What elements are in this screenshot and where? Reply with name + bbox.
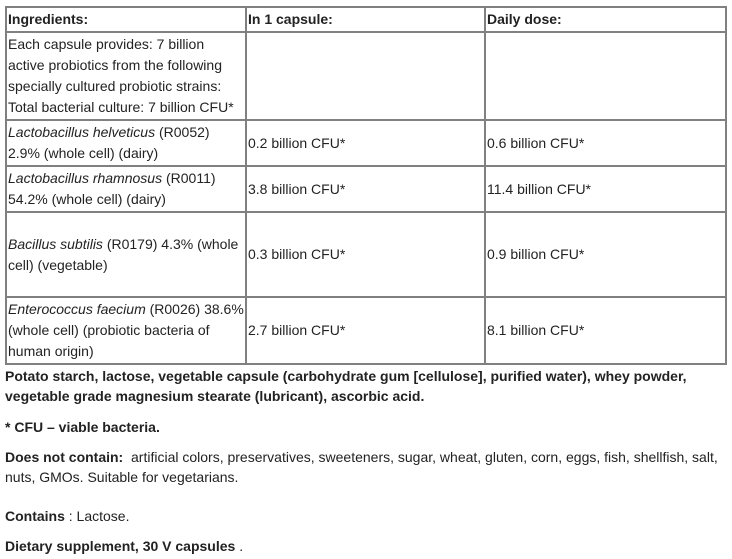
contains [5, 506, 725, 526]
header-in-1-capsule: In 1 capsule: [246, 7, 485, 32]
supplement-label: Dietary supplement, 30 V capsules [5, 538, 236, 554]
supplement [5, 536, 725, 556]
daily-amount: 0.6 billion CFU* [485, 120, 726, 166]
species-name: Enterococcus faecium [8, 301, 146, 317]
strain-detail: (R0052) 2.9% (whole cell) (dairy) [8, 124, 210, 161]
table-row [6, 212, 726, 297]
table-header-row [6, 7, 726, 32]
intro-cell: Each capsule provides: 7 billion active probiotics from the following specially cultured probiotic strains: Total bacterial culture: 7 billion CFU* [6, 32, 246, 120]
supplement-text: . [235, 538, 244, 554]
table-row [6, 166, 726, 212]
species-name: Lactobacillus rhamnosus [8, 170, 163, 186]
table-row [6, 297, 726, 364]
daily-amount: 11.4 billion CFU* [485, 166, 726, 212]
other-ingredients: Potato starch, lactose, vegetable capsule (carbohydrate gum [cellulose], purified water), whey powder, vegetable grade magnesium stearate (lubricant), ascorbic acid. [5, 368, 687, 404]
empty-cell [246, 32, 485, 120]
daily-amount: 8.1 billion CFU* [485, 297, 726, 364]
capsule-amount: 2.7 billion CFU* [246, 297, 485, 364]
contains-label: Contains [5, 508, 65, 524]
contains-text: : Lactose. [64, 508, 130, 524]
capsule-amount: 3.8 billion CFU* [246, 166, 485, 212]
strain-detail: (R0179) 4.3% (whole cell) (vegetable) [8, 235, 239, 273]
empty-cell [485, 32, 726, 120]
strain-cell [6, 166, 246, 212]
header-ingredients: Ingredients: [6, 7, 246, 32]
ingredients-table [5, 6, 727, 365]
does-not-contain-label: Does not contain: [5, 449, 124, 465]
strain-cell [6, 120, 246, 166]
header-daily-dose: Daily dose: [485, 7, 726, 32]
daily-amount: 0.9 billion CFU* [485, 212, 726, 297]
strain-detail: (R0011) 54.2% (whole cell) (dairy) [8, 170, 216, 207]
does-not-contain [5, 447, 725, 487]
capsule-amount: 0.2 billion CFU* [246, 120, 485, 166]
strain-detail: (R0026) 38.6% (whole cell) (probiotic bacteria of human origin) [8, 301, 244, 359]
strain-cell [6, 212, 246, 297]
cfu-note: * CFU – viable bacteria. [5, 419, 160, 435]
table-row [6, 120, 726, 166]
does-not-contain-text: artificial colors, preservatives, sweeteners, sugar, wheat, gluten, corn, eggs, fish, shellfish, salt, nuts, GMOs. Suitable for vegetarians. [5, 449, 722, 485]
strain-cell [6, 297, 246, 364]
species-name: Lactobacillus helveticus [8, 124, 156, 140]
species-name: Bacillus subtilis [8, 235, 103, 252]
table-row [6, 32, 726, 120]
capsule-amount: 0.3 billion CFU* [246, 212, 485, 297]
